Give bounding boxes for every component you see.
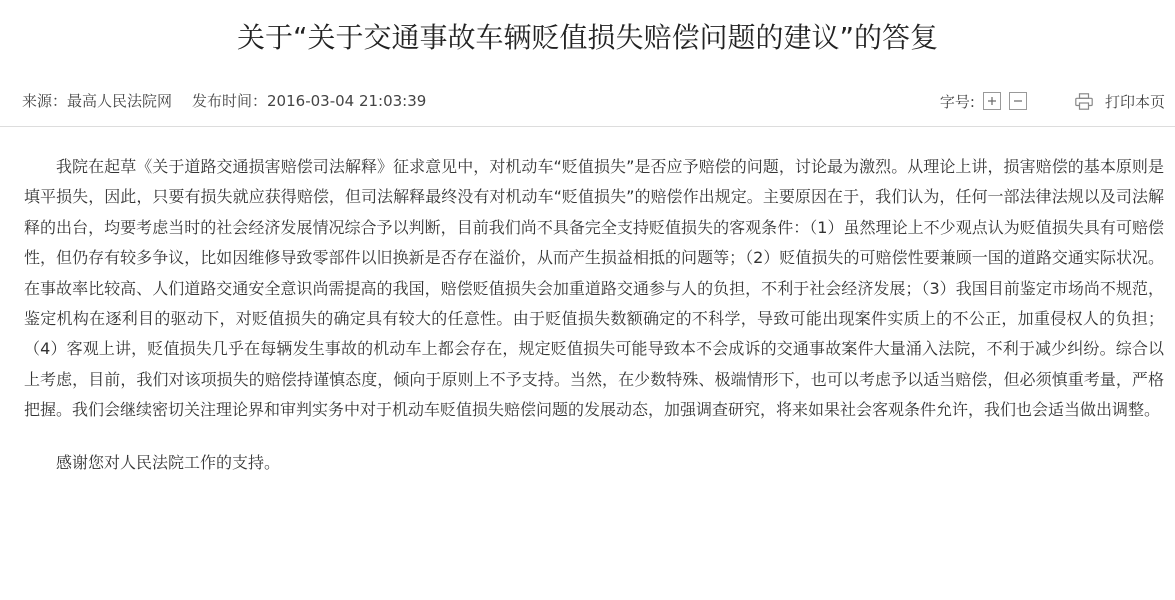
font-increase-button[interactable]	[983, 92, 1001, 110]
font-decrease-button[interactable]	[1009, 92, 1027, 110]
print-label: 打印本页	[1104, 92, 1165, 111]
article-paragraph: 我院在起草《关于道路交通损害赔偿司法解释》征求意见中，对机动车“贬值损失”是否应予赔偿的问题，讨论最为激烈。从理论上讲，损害赔偿的基本原则是填平损失，因此，只要有损失就应获得赔偿，但司法解释最终没有对机动车“贬值损失”的赔偿作出规定。主要原因在于，我们认为，任何一部法律法规以及司法解释的出台，均要考虑当时的社会经济发展情况综合予以判断，目前我们尚不具备完全支持贬值损失的客观条件：（1）虽然理论上不少观点认为贬值损失具有可赔偿性，但仍存有较多争议，比如因维修导致零部件以旧换新是否存在溢价，从而产生损益相抵的问题等；（2）贬值损失的可赔偿性要兼顾一国的道路交通实际状况。在事故率比较高、人们道路交通安全意识尚需提高的我国，赔偿贬值损失会加重道路交通参与人的负担，不利于社会经济发展；（3）我国目前鉴定市场尚不规范，鉴定机构在逐利目的驱动下，对贬值损失的确定具有较大的任意性。由于贬值损失数额确定的不科学，导致可能出现案件实质上的不公正，加重侵权人的负担；（4）客观上讲，贬值损失几乎在每辆发生事故的机动车上都会存在，规定贬值损失可能导致本不会成诉的交通事故案件大量涌入法院，不利于减少纠纷。综合以上考虑，目前，我们对该项损失的赔偿持谨慎态度，倾向于原则上不予支持。当然，在少数特殊、极端情形下，也可以考虑予以适当赔偿，但必须慎重考量，严格把握。我们会继续密切关注理论界和审判实务中对于机动车贬值损失赔偿问题的发展动态，加强调查研究，将来如果社会客观条件允许，我们也会适当做出调整。	[24, 157, 1164, 420]
article-paragraph: 感谢您对人民法院工作的支持。	[56, 452, 281, 472]
print-button[interactable]	[1075, 91, 1165, 112]
article-body	[24, 152, 1164, 478]
minus-icon	[1013, 96, 1023, 106]
printer-icon	[1075, 93, 1093, 110]
page-title: 关于“关于交通事故车辆贬值损失赔偿问题的建议”的答复	[236, 21, 938, 54]
article-publish-time: 发布时间：2016-03-04 21:03:39	[192, 92, 427, 110]
plus-icon	[987, 96, 997, 106]
article-source: 来源：最高人民法院网	[22, 92, 173, 110]
article-tools	[940, 89, 1165, 113]
font-size-label: 字号:	[939, 92, 975, 111]
article-meta	[22, 91, 426, 111]
article-meta-bar	[0, 74, 1175, 127]
